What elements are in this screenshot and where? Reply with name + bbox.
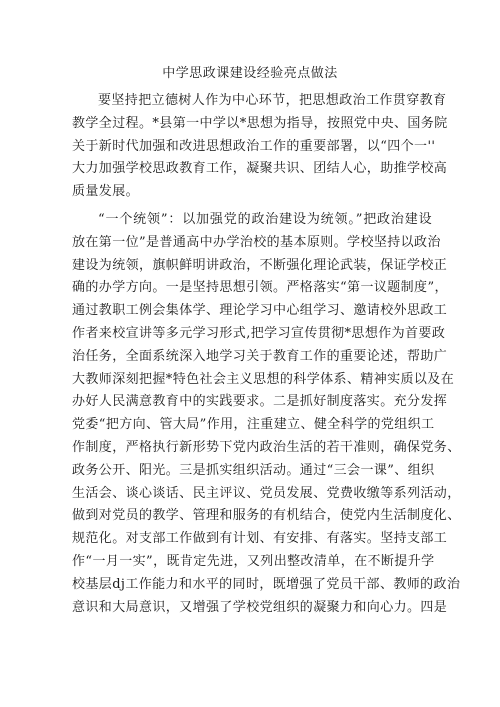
paragraph-1-line-3: 关于新时代加强和改进思想政治工作的重要部署，以“四个一'' xyxy=(72,138,436,154)
paragraph-2-line-5: 通过教职工例会集体学、理论学习中心组学习、邀请校外思政工 xyxy=(72,303,448,319)
paragraph-2-line-7: 治任务，全面系统深入地学习关于教育工作的重要论述，帮助广 xyxy=(72,348,448,364)
paragraph-2-line-10: 党委“把方向、管大局”作用，注重建立、健全科学的党组织工 xyxy=(72,417,435,433)
paragraph-1-line-5: 质量发展。 xyxy=(72,184,140,200)
paragraph-2-line-17: 校基层dj工作能力和水平的同时，既增强了党员干部、教师的政治 xyxy=(72,576,461,592)
paragraph-2-line-16: 作“一月一实”，既肯定先进，又列出整改清单，在不断提升学 xyxy=(72,553,435,569)
paragraph-2-line-6: 作者来校宣讲等多元学习形式,把学习宣传贯彻*思想作为首要政 xyxy=(72,325,446,341)
paragraph-1-line-2: 教学全过程。*县第一中学以*思想为指导，按照党中央、国务院 xyxy=(72,115,448,131)
paragraph-2-line-4: 确的办学方向。一是坚持思想引领。严格落实“第一议题制度”， xyxy=(72,280,448,296)
paragraph-2-line-13: 生活会、谈心谈话、民主评议、党员发展、党费收缴等系列活动， xyxy=(72,485,461,501)
paragraph-2-line-1: “一个统领”：以加强党的政治建设为统领。”把政治建设 xyxy=(98,211,432,227)
document-title: 中学思政课建设经验亮点做法 xyxy=(162,66,338,81)
paragraph-2-line-2: 放在第一位”是普通高中办学治校的基本原则。学校坚持以政治 xyxy=(72,234,441,250)
paragraph-2-line-3: 建设为统领，旗帜鲜明讲政治，不断强化理论武装，保证学校正 xyxy=(72,257,448,273)
paragraph-2-line-8: 大教师深刻把握*特色社会主义思想的科学体系、精神实质以及在 xyxy=(72,371,455,387)
paragraph-2-line-11: 作制度，严格执行新形势下党内政治生活的若干准则，确保党务、 xyxy=(72,439,461,455)
paragraph-1-line-4: 大力加强学校思政教育工作，凝聚共识、团结人心，助推学校高 xyxy=(72,161,448,177)
paragraph-2-line-12: 政务公开、阳光。三是抓实组织活动。通过“三会一课”、组织 xyxy=(72,462,435,478)
paragraph-1-line-1: 要坚持把立德树人作为中心环节，把思想政治工作贯穿教育 xyxy=(98,93,447,108)
paragraph-2-line-14: 做到对党员的教学、管理和服务的有机结合，使党内生活制度化、 xyxy=(72,508,461,524)
document-body xyxy=(72,90,461,619)
paragraph-2-line-15: 规范化。对支部工作做到有计划、有安排、有落实。坚持支部工 xyxy=(72,531,448,547)
paragraph-2-line-18: 意识和大局意识，又增强了学校党组织的凝聚力和向心力。四是 xyxy=(72,599,448,615)
paragraph-2-line-9: 办好人民满意教育中的实践要求。二是抓好制度落实。充分发挥 xyxy=(72,394,448,410)
